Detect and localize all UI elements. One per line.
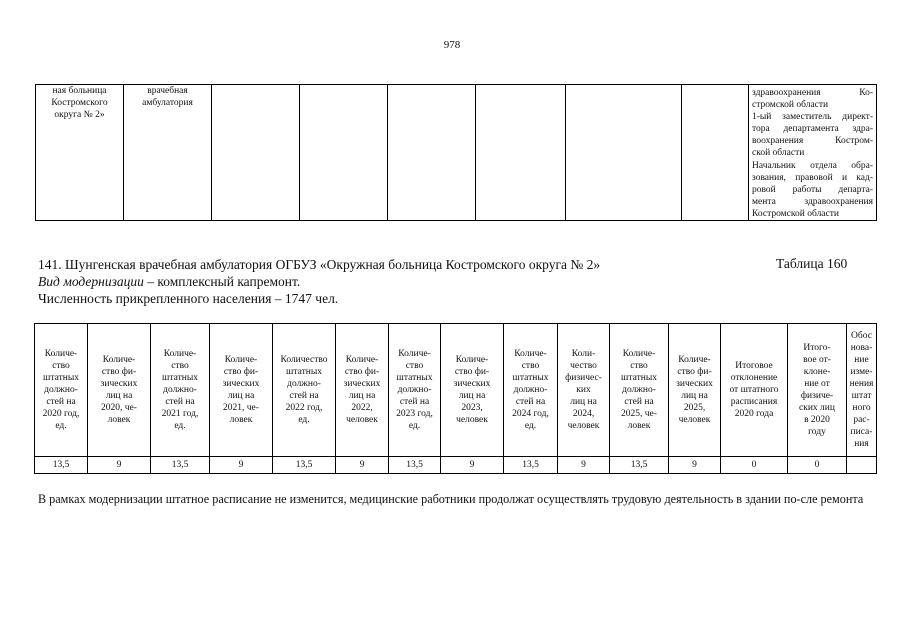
column-header-line: стей на [515, 397, 546, 407]
column-header-line: должно- [397, 385, 432, 395]
institution-line: округа № 2» [54, 110, 105, 121]
column-header-line: ство фи- [454, 367, 490, 377]
column-header-line: лиц на [348, 391, 376, 401]
column-header-line: 2020 года [734, 409, 774, 419]
column-header-line: нения [849, 379, 874, 389]
institution-cell [36, 85, 124, 221]
column-header [210, 324, 273, 457]
column-header-line: ного [852, 403, 871, 413]
value-cell: 13,5 [610, 457, 669, 474]
column-header [610, 324, 669, 457]
column-header-line: штат [851, 391, 872, 401]
modernization-value: – комплексный капремонт. [143, 274, 301, 289]
staff-table [34, 323, 877, 474]
column-header-line: изме- [850, 367, 873, 377]
column-header-line: лиц на [227, 391, 255, 401]
column-header-line: 2022 год, [285, 403, 323, 413]
value-cell: 9 [669, 457, 721, 474]
column-header-line: зических [676, 379, 713, 389]
notes-line: Костромской области [752, 208, 839, 219]
column-header-line: расписания [730, 397, 778, 407]
empty-cell [682, 85, 749, 221]
column-header-line: зических [343, 379, 381, 389]
column-header-line: человек [678, 415, 711, 425]
column-header-line: Обос [851, 331, 872, 341]
facility-type-cell [124, 85, 212, 221]
notes-line: воохранения Костром- [752, 136, 873, 147]
value-cell: 0 [721, 457, 788, 474]
value-cell: 9 [210, 457, 273, 474]
column-header-line: Количе- [44, 349, 78, 359]
empty-cell [388, 85, 476, 221]
column-header-line: 2024, [572, 409, 595, 419]
column-header-line: Итого- [803, 343, 831, 353]
continuation-table [35, 84, 877, 221]
column-header-line: ство фи- [101, 367, 137, 377]
column-header-line: ед. [298, 415, 310, 425]
page-number: 978 [443, 39, 461, 51]
column-header-line: штатных [621, 373, 657, 383]
column-header-line: 2023 год, [396, 409, 433, 419]
column-header-line: 2021, че- [223, 403, 259, 413]
modernization-label: Вид модернизации [38, 274, 144, 289]
column-header-line: ед. [408, 421, 421, 431]
modernization-type [38, 273, 300, 290]
column-header-line: лиц на [105, 391, 133, 401]
column-header [151, 324, 210, 457]
value-cell: 9 [88, 457, 151, 474]
notes-line: стромской области [752, 100, 829, 111]
notes-line: тора департамента здра- [752, 124, 873, 135]
column-header-line: человек [346, 415, 378, 425]
column-header-line: Количе- [455, 355, 489, 365]
column-header-line: физиче- [800, 391, 834, 401]
column-header-line: ловек [229, 415, 253, 425]
value-cell: 0 [788, 457, 847, 474]
column-header-line: ния [854, 439, 869, 449]
column-header-line: физичес- [565, 373, 602, 383]
column-header-line: 2024 год, [512, 409, 549, 419]
column-header-line: 2022, [351, 403, 373, 413]
column-header-line: ство [405, 361, 424, 371]
column-header-line: ство [521, 361, 540, 371]
column-header-line: стей на [289, 391, 319, 401]
column-header-line: стей на [399, 397, 430, 407]
column-header-line: Итоговое [735, 361, 773, 371]
header-row [35, 324, 877, 457]
column-header-line: штатных [396, 373, 433, 383]
column-header-line: штатных [286, 367, 322, 377]
column-header-line: ство [52, 361, 70, 371]
column-header [788, 324, 847, 457]
column-header-line: ство [171, 361, 189, 371]
column-header-line: рас- [853, 415, 870, 425]
column-header-line: ство фи- [677, 367, 712, 377]
column-header-line: году [808, 427, 826, 437]
column-header [847, 324, 877, 457]
value-cell: 13,5 [389, 457, 441, 474]
column-header-line: 2025, че- [621, 409, 657, 419]
column-header-line: Количество [280, 355, 328, 365]
column-header-line: должно- [44, 385, 78, 395]
column-header-line: 2021 год, [161, 409, 199, 419]
column-header-line: лиц на [570, 397, 597, 407]
column-header-line: Количе- [514, 349, 547, 359]
empty-cell [212, 85, 300, 221]
value-cell: 9 [558, 457, 610, 474]
value-cell: 9 [441, 457, 504, 474]
notes-line: Начальник отдела обра- [752, 160, 873, 171]
column-header-line: ние от [804, 379, 830, 389]
facility-type-line: врачебная [147, 86, 188, 96]
empty-cell [566, 85, 682, 221]
column-header-line: в 2020 [804, 415, 830, 425]
notes-line: мента здравоохранения [752, 196, 873, 207]
column-header-line: штатных [162, 373, 198, 383]
column-header [389, 324, 441, 457]
institution-line: Костромского [51, 98, 108, 109]
notes-line: ровой работы департа- [752, 184, 873, 195]
column-header [35, 324, 88, 457]
column-header-line: стей на [624, 397, 654, 407]
column-header-line: лиц на [458, 391, 486, 401]
notes-line: ской области [752, 148, 805, 159]
notes-line: 1-ый заместитель директ- [752, 112, 873, 123]
column-header-line: ство [630, 361, 648, 371]
column-header-line: лиц на [681, 391, 708, 401]
column-header-line: зических [453, 379, 491, 389]
column-header-line: зических [100, 379, 138, 389]
column-header-line: 2025, [683, 403, 706, 413]
column-header-line: вое от- [803, 355, 831, 365]
column-header-line: ловек [627, 421, 651, 431]
empty-cell [476, 85, 566, 221]
column-header-line: Коли- [571, 349, 596, 359]
column-header-line: должно- [622, 385, 656, 395]
institution-line: ная больница [52, 86, 107, 96]
column-header [273, 324, 336, 457]
column-header-line: человек [456, 415, 488, 425]
column-header-line: чество [570, 361, 597, 371]
column-header [669, 324, 721, 457]
notes-line: здравоохранения Ко- [752, 88, 873, 98]
column-header-line: 2020, че- [101, 403, 137, 413]
column-header-line: должно- [513, 385, 548, 395]
notes-line: зования, правовой и кад- [752, 172, 873, 183]
column-header-line: ние [854, 355, 869, 365]
facility-type-line: амбулатория [142, 98, 193, 109]
column-header-line: писа- [850, 427, 873, 437]
column-header-line: ед. [524, 421, 537, 431]
column-header-line: стей на [165, 397, 195, 407]
value-cell: 9 [336, 457, 389, 474]
column-header-line: должно- [287, 379, 321, 389]
column-header-line: должно- [163, 385, 197, 395]
empty-cell [300, 85, 388, 221]
column-header-line: отклонение [730, 373, 778, 383]
column-header-line: ство фи- [223, 367, 259, 377]
column-header [558, 324, 610, 457]
column-header-line: ских лиц [799, 403, 835, 413]
value-cell: 13,5 [273, 457, 336, 474]
column-header [441, 324, 504, 457]
column-header-line: человек [567, 421, 600, 431]
value-cell: 13,5 [151, 457, 210, 474]
column-header-line: Количе- [163, 349, 197, 359]
column-header [88, 324, 151, 457]
column-header [504, 324, 558, 457]
column-header [336, 324, 389, 457]
population-line: Численность прикрепленного населения – 1747 чел. [38, 291, 339, 306]
column-header-line: Количе- [345, 355, 379, 365]
column-header-line: Количе- [102, 355, 136, 365]
column-header-line: зических [222, 379, 260, 389]
column-header-line: Количе- [678, 355, 711, 365]
column-header-line: от штатного [729, 385, 779, 395]
column-header-line: ед. [55, 421, 67, 431]
column-header-line: штатных [512, 373, 549, 383]
footer-text: В рамках модернизации штатное расписание не изменится, медицинские работники продолжат осуществлять трудовую деятельность в здании по-сле ремонта [38, 492, 864, 506]
column-header-line: Количе- [224, 355, 258, 365]
column-header-line: Количе- [622, 349, 656, 359]
column-header-line: стей на [46, 397, 76, 407]
column-header-line: ловек [107, 415, 131, 425]
value-cell [847, 457, 877, 474]
column-header-line: нова- [850, 343, 873, 353]
responsible-persons-cell [749, 85, 877, 221]
value-cell: 13,5 [504, 457, 558, 474]
table-label: Таблица 160 [776, 256, 848, 271]
column-header-line: ед. [174, 421, 186, 431]
section-title: 141. Шунгенская врачебная амбулатория ОГБУЗ «Окружная больница Костромского округа № 2» [38, 257, 601, 272]
value-cell: 13,5 [35, 457, 88, 474]
column-header-line: 2020 год, [42, 409, 80, 419]
column-header-line: 2023, [461, 403, 483, 413]
column-header-line: штатных [43, 373, 79, 383]
column-header-line: Количе- [398, 349, 431, 359]
column-header [721, 324, 788, 457]
column-header-line: ство фи- [344, 367, 380, 377]
values-row [35, 457, 877, 474]
column-header-line: клоне- [803, 367, 831, 377]
column-header-line: ких [576, 385, 591, 395]
